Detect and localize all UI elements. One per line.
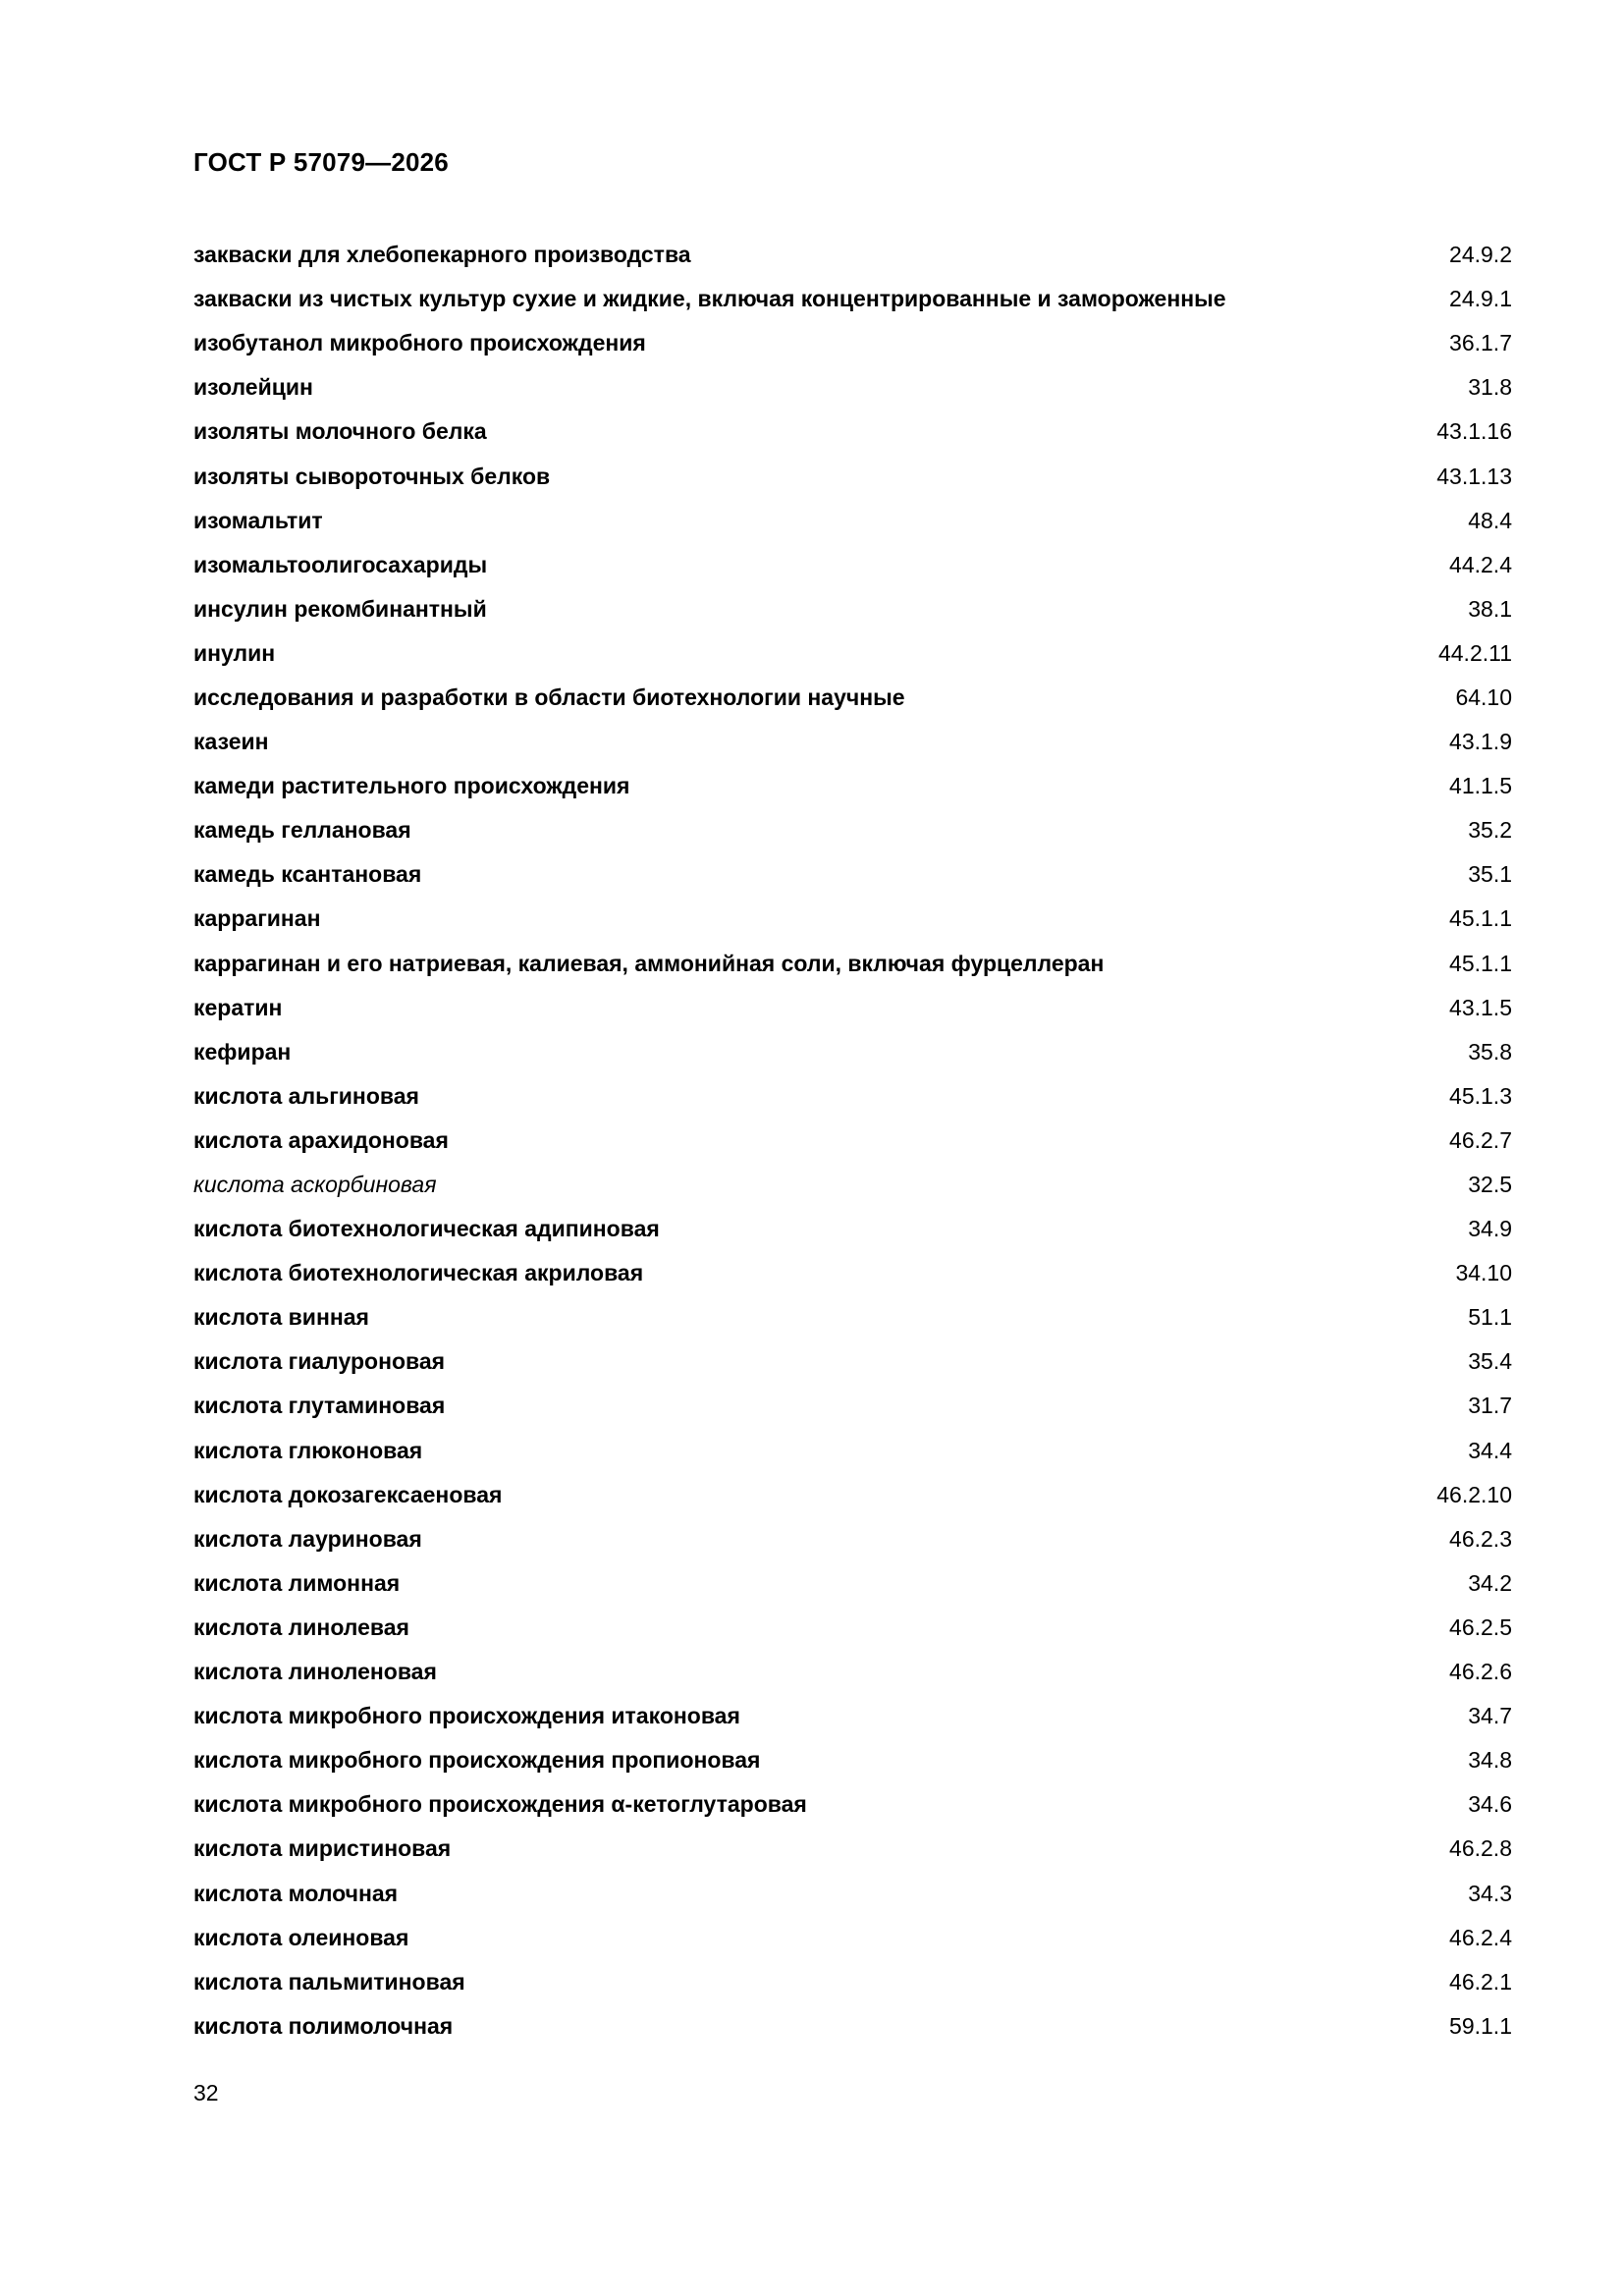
index-section-ref: 43.1.5: [1449, 994, 1512, 1020]
index-entry: [193, 1030, 1512, 1074]
index-entry: [193, 1738, 1512, 1782]
index-term: кислота микробного происхождения итаконовая: [193, 1703, 740, 1729]
index-entry: [193, 587, 1512, 631]
index-section-ref: 45.1.1: [1449, 950, 1512, 976]
index-entry: [193, 631, 1512, 676]
index-term: кислота полимолочная: [193, 2012, 454, 2039]
index-term: изомальтоолигосахариды: [193, 551, 488, 577]
index-section-ref: 31.7: [1468, 1393, 1512, 1419]
index-term: инулин: [193, 639, 276, 666]
index-section-ref: 41.1.5: [1449, 773, 1512, 799]
index-section-ref: 44.2.11: [1437, 639, 1512, 666]
index-term: кефиран: [193, 1038, 292, 1065]
index-section-ref: 51.1: [1468, 1304, 1512, 1331]
index-section-ref: 34.6: [1468, 1791, 1512, 1818]
index-section-ref: 32.5: [1468, 1172, 1512, 1198]
index-term: кислота лауриновая: [193, 1525, 422, 1552]
index-entry: [193, 720, 1512, 764]
index-section-ref: 34.8: [1468, 1747, 1512, 1774]
index-section-ref: 34.9: [1468, 1216, 1512, 1242]
index-term: кислота альгиновая: [193, 1082, 419, 1109]
index-entry: [193, 365, 1512, 410]
index-section-ref: 43.1.13: [1436, 463, 1512, 489]
index-section-ref: 46.2.7: [1449, 1126, 1512, 1153]
index-entry: [193, 1827, 1512, 1871]
index-term: кислота гиалуроновая: [193, 1348, 446, 1375]
page-number: 32: [193, 2080, 219, 2105]
index-section-ref: 34.2: [1468, 1569, 1512, 1596]
index-section-ref: 46.2.3: [1449, 1525, 1512, 1552]
index-term: кислота биотехнологическая акриловая: [193, 1260, 644, 1286]
index-section-ref: 64.10: [1455, 683, 1512, 710]
index-entry: [193, 1782, 1512, 1827]
index-section-ref: 46.2.5: [1449, 1613, 1512, 1640]
index-entry: [193, 1916, 1512, 1960]
index-entry: [193, 1339, 1512, 1384]
index-entry: [193, 986, 1512, 1030]
index-entry: [193, 277, 1512, 321]
index-section-ref: 35.1: [1468, 861, 1512, 888]
index-section-ref: 24.9.2: [1449, 242, 1512, 268]
index-term: казеин: [193, 729, 269, 755]
index-entry: [193, 1960, 1512, 2004]
index-term: кислота докозагексаеновая: [193, 1481, 503, 1507]
index-term: кислота аскорбиновая: [193, 1172, 437, 1198]
index-section-ref: 59.1.1: [1449, 2012, 1512, 2039]
index-entry: [193, 764, 1512, 808]
index-term: кислота олеиновая: [193, 1924, 409, 1950]
index-term: инсулин рекомбинантный: [193, 595, 487, 622]
index-term: закваски из чистых культур сухие и жидкие, включая концентрированные и замороженные: [193, 286, 1226, 312]
index-term: кислота арахидоновая: [193, 1126, 449, 1153]
index-term: кислота глутаминовая: [193, 1393, 446, 1419]
index-section-ref: 46.2.8: [1449, 1835, 1512, 1862]
index-term: изомальтит: [193, 507, 323, 533]
index-entry: [193, 1473, 1512, 1517]
index-term: каррагинан и его натриевая, калиевая, аммонийная соли, включая фурцеллеран: [193, 950, 1105, 976]
index-section-ref: 46.2.1: [1449, 1968, 1512, 1995]
index-section-ref: 24.9.1: [1449, 286, 1512, 312]
index-section-ref: 38.1: [1468, 595, 1512, 622]
index-term: кислота лимонная: [193, 1569, 401, 1596]
index-entry: [193, 1251, 1512, 1295]
index-entry: [193, 499, 1512, 543]
index-entry: [193, 410, 1512, 454]
index-section-ref: 45.1.3: [1449, 1082, 1512, 1109]
index-entry: [193, 1384, 1512, 1428]
index-term: кислота винная: [193, 1304, 369, 1331]
index-term: камедь геллановая: [193, 817, 411, 844]
index-entry: [193, 1871, 1512, 1915]
index-section-ref: 34.3: [1468, 1880, 1512, 1906]
alphabetical-index-list: [193, 233, 1512, 2049]
index-entry: [193, 321, 1512, 365]
index-term: камеди растительного происхождения: [193, 773, 630, 799]
index-entry: [193, 808, 1512, 852]
index-section-ref: 46.2.10: [1436, 1481, 1512, 1507]
index-entry: [193, 454, 1512, 498]
index-term: кислота микробного происхождения α-кетоглутаровая: [193, 1791, 807, 1818]
index-entry: [193, 1429, 1512, 1473]
index-entry: [193, 1163, 1512, 1207]
index-section-ref: 48.4: [1468, 507, 1512, 533]
index-entry: [193, 1295, 1512, 1339]
index-entry: [193, 2004, 1512, 2049]
index-entry: [193, 1694, 1512, 1738]
index-section-ref: 34.10: [1455, 1260, 1512, 1286]
index-section-ref: 35.8: [1468, 1038, 1512, 1065]
index-section-ref: 34.7: [1468, 1703, 1512, 1729]
index-entry: [193, 543, 1512, 587]
index-entry: [193, 1207, 1512, 1251]
index-term: кислота миристиновая: [193, 1835, 452, 1862]
index-term: изобутанол микробного происхождения: [193, 330, 646, 356]
index-section-ref: 35.4: [1468, 1348, 1512, 1375]
index-entry: [193, 676, 1512, 720]
index-entry: [193, 1561, 1512, 1606]
index-term: кислота пальмитиновая: [193, 1968, 465, 1995]
index-entry: [193, 233, 1512, 277]
index-entry: [193, 942, 1512, 986]
index-section-ref: 43.1.9: [1449, 729, 1512, 755]
index-term: кислота линоленовая: [193, 1659, 437, 1685]
index-section-ref: 35.2: [1468, 817, 1512, 844]
index-entry: [193, 897, 1512, 941]
index-term: исследования и разработки в области биотехнологии научные: [193, 683, 905, 710]
index-term: изоляты сывороточных белков: [193, 463, 551, 489]
index-term: кислота линолевая: [193, 1613, 409, 1640]
index-section-ref: 36.1.7: [1449, 330, 1512, 356]
index-entry: [193, 1650, 1512, 1694]
index-section-ref: 34.4: [1468, 1437, 1512, 1463]
index-entry: [193, 1517, 1512, 1561]
index-term: закваски для хлебопекарного производства: [193, 242, 691, 268]
index-term: кислота молочная: [193, 1880, 399, 1906]
index-section-ref: 46.2.6: [1449, 1659, 1512, 1685]
index-term: кератин: [193, 994, 283, 1020]
index-section-ref: 46.2.4: [1449, 1924, 1512, 1950]
index-entry: [193, 852, 1512, 897]
index-term: кислота глюконовая: [193, 1437, 423, 1463]
index-entry: [193, 1074, 1512, 1119]
index-term: камедь ксантановая: [193, 861, 422, 888]
index-entry: [193, 1119, 1512, 1163]
document-header: ГОСТ Р 57079—2026: [193, 147, 449, 177]
index-entry: [193, 1606, 1512, 1650]
index-section-ref: 31.8: [1468, 374, 1512, 401]
index-section-ref: 44.2.4: [1449, 551, 1512, 577]
index-term: каррагинан: [193, 905, 321, 932]
index-term: изолейцин: [193, 374, 313, 401]
index-section-ref: 45.1.1: [1449, 905, 1512, 932]
index-term: изоляты молочного белка: [193, 418, 487, 445]
index-term: кислота микробного происхождения пропионовая: [193, 1747, 761, 1774]
index-section-ref: 43.1.16: [1436, 418, 1512, 445]
index-term: кислота биотехнологическая адипиновая: [193, 1216, 660, 1242]
